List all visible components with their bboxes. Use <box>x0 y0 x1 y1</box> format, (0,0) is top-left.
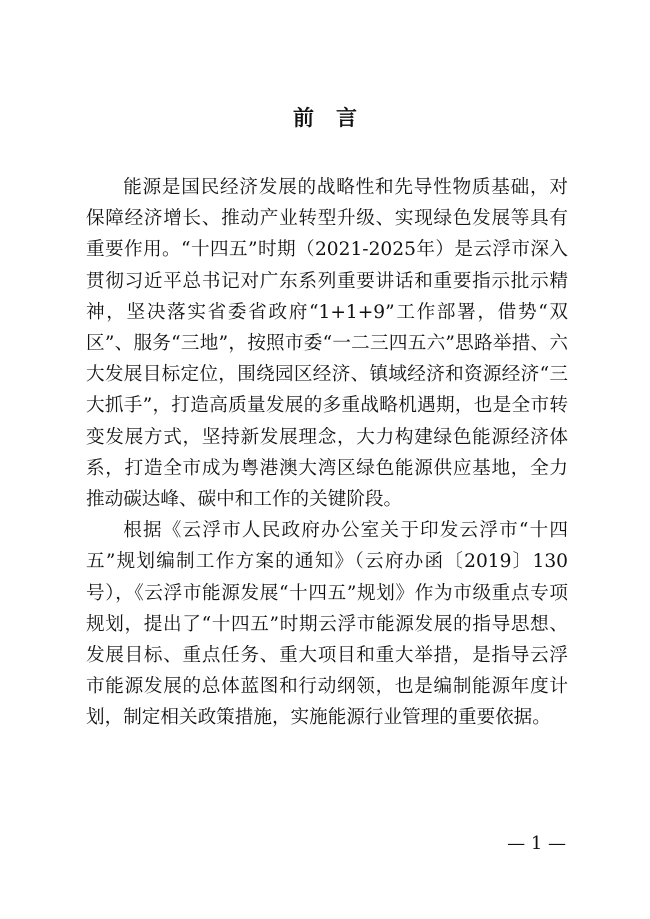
paragraph-2: 根据《云浮市人民政府办公室关于印发云浮市“十四五”规划编制工作方案的通知》（云府办函〔2019〕130号），《云浮市能源发展“十四五”规划》作为市级重点专项规划，提出了“十四五”时期云浮市能源发展的指导思想、发展目标、重点任务、重大项目和重大举措，是指导云浮市能源发展的总体蓝图和行动纲领，也是编制能源年度计划，制定相关政策措施，实施能源行业管理的重要依据。 <box>86 520 568 729</box>
page-number: — 1 — <box>507 833 566 854</box>
document-body <box>86 172 568 734</box>
page-title: 前言 <box>293 105 379 130</box>
paragraph-1: 能源是国民经济发展的战略性和先导性物质基础，对保障经济增长、推动产业转型升级、实现绿色发展等具有重要作用。“十四五”时期（2021-2025年）是云浮市深入贯彻习近平总书记对广东系列重要讲话和重要指示批示精神，坚决落实省委省政府“1+1+9”工作部署，借势“双区”、服务“三地”，按照市委“一二三四五六”思路举措、六大发展目标定位，围绕园区经济、镇域经济和资源经济“三大抓手”，打造高质量发展的多重战略机遇期，也是全市转变发展方式，坚持新发展理念，大力构建绿色能源经济体系，打造全市成为粤港澳大湾区绿色能源供应基地，全力推动碳达峰、碳中和工作的关键阶段。 <box>86 177 568 511</box>
